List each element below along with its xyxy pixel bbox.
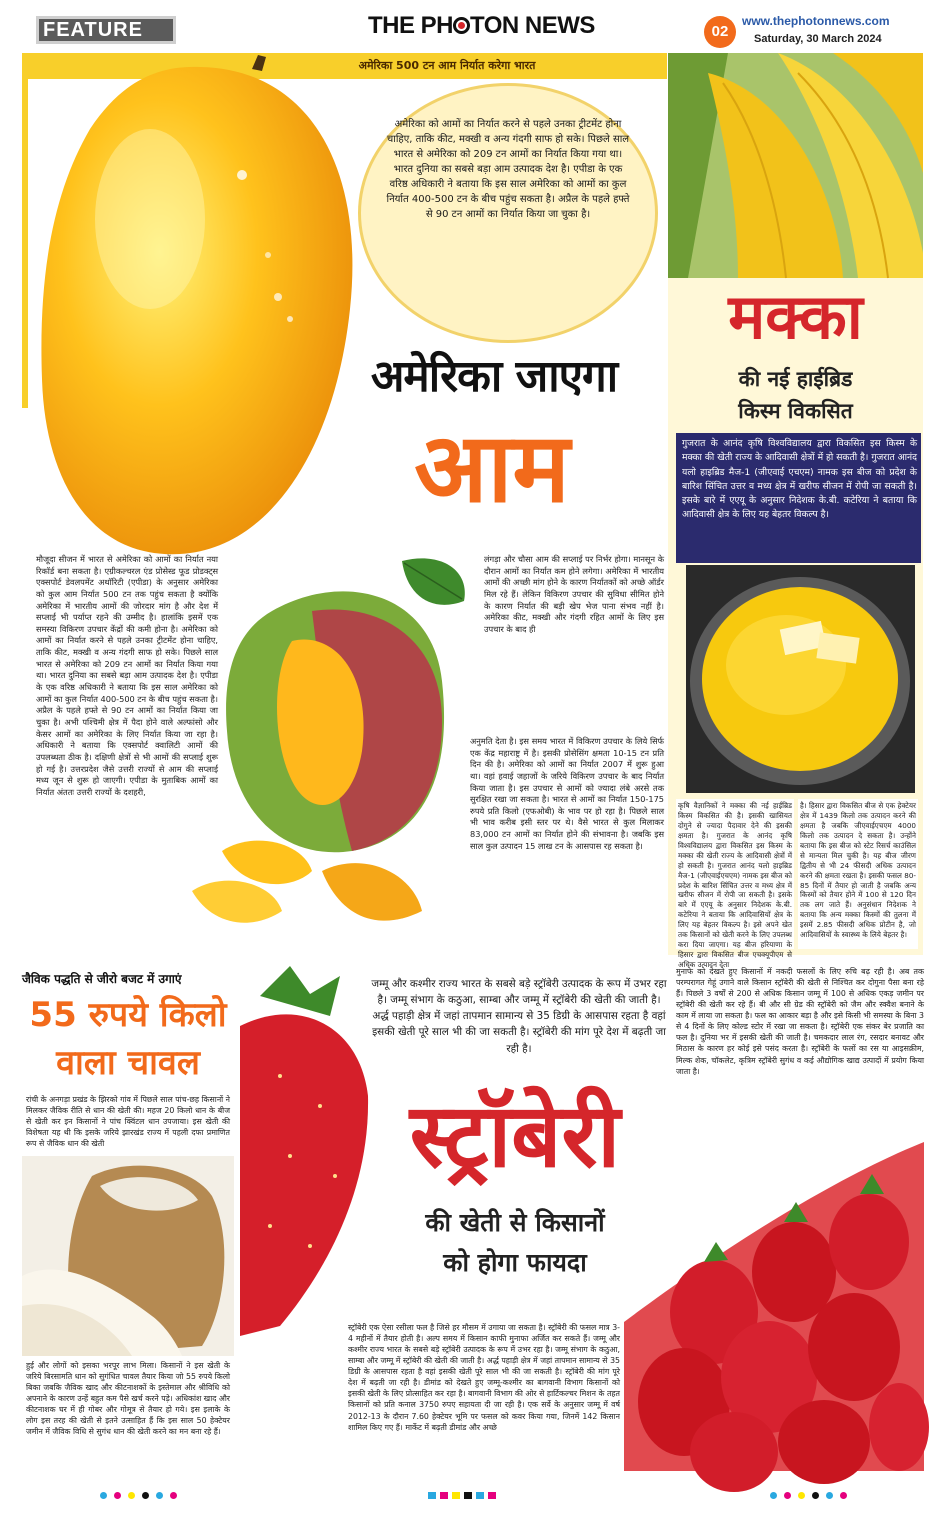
registration-bar (464, 1492, 472, 1499)
cut-mango-illustration (192, 551, 482, 951)
issue-date: Saturday, 30 March 2024 (754, 33, 882, 45)
mango-headline-2: आम (414, 412, 570, 524)
registration-bar (428, 1492, 436, 1499)
strawberry-subhead-2: को होगा फायदा (443, 1248, 587, 1277)
strawberry-right-text (676, 966, 924, 1166)
registration-dot (170, 1492, 177, 1499)
mango-column-1: मौजूदा सीजन में भारत से अमेरिका को आमों का निर्यात नया रिकॉर्ड बना सकता है। एग्रीकल्चरल एंड प्रोसेस्ड फूड प्रोडक्ट्स एक्सपोर्ट डेवलपमेंट अथॉरिटी (एपीडा) के अनुसार अमेरिका को कुल आम निर्यात 500 टन तक पहुंच सकता है क्योंकि अमेरिका में भारतीय आमों की जोरदार मांग है और देश में सप्लाई भी पर्याप्त रहने की उम्मीद है। हालांकि इसमें एक समस्या विकिरण उपचार केंद्रों की कमी होना है। अमेरिका को आमों का निर्यात करने से पहले उनका ट्रीटमेंट होना चाहिए, ताकि कीट, मक्खी व अन्य गंदगी साफ हो सके। पिछले साल भारत से अमेरिका को 209 टन आमों का निर्यात किया गया था। भारत दुनिया का सबसे बड़ा आम उत्पादक देश है। एपीडा के एक वरिष्ठ अधिकारी ने बताया कि इस साल अमेरिका को आमों का कुल निर्यात 400-500 टन के बीच पहुंच सकता है। अप्रैल के पहले हफ्ते से 90 टन आमों का निर्यात किया जा चुका है। अभी पश्चिमी क्षेत्र में पैदा होने वाले अल्फांसो और केसर आमों का अमेरिका के लिए निर्यात किया जा रहा है। अधिकारी ने बताया कि एक्सपोर्ट क्वालिटी आमों की उपलब्धता ठीक है। दक्षिणी क्षेत्रों से भी आमों की सप्लाई शुरू हो गई है। उत्तरप्रदेश जैसे उत्तरी राज्यों से आम की सप्लाई मध्य जून से शुरू हो जाएगी। एपीडा के मुताबिक आमों का निर्यात अंततः उत्तरी राज्यों के दशहरी, (36, 554, 218, 797)
registration-dot (770, 1492, 777, 1499)
registration-dot (114, 1492, 121, 1499)
maize-column-1-text: कृषि वैज्ञानिकों ने मक्का की नई हाईब्रिड किस्म विकसित की है। इसकी खासियत दोगुने से ज्यादा पैदावार देने की इसकी क्षमता है। गुजरात के आनंद कृषि विश्वविद्यालय द्वारा विकसित इस किस्म के मक्का की खेती राज्य के आदिवासी क्षेत्रों में हो सकती है। गुजरात आनंद यलो हाइब्रिड मैज-1 (जीएवाईएचएम) नामक इस बीज को प्रदेश के बारिश सिंचित उत्तर व मध्य क्षेत्र में खरीफ सीजन में रोपी जा सकती है। इसके बारे में एएयू के अनुसार निदेशक के.बी. कटेरिया ने बताया कि आदिवासियों क्षेत्र के लिए यह बेहतर विकल्प है। इसे अपने खेत तक किसानों को खेती करने के लिए उपलब्ध करा दिया जाएगा। यह बीज हरियाणा के हिसार द्वारा विकसित बीज एचक्यूपीएम से अधिक उत्पादन देता (678, 801, 792, 969)
mango-column-2-top: लंगड़ा और चौसा आम की सप्लाई पर निर्भर होगा। मानसून के दौरान आमों का निर्यात कम होने लगेगा। अमेरिका में भारतीय आमों की अच्छी मांग होने के कारण निर्यातकों को अच्छे ऑर्डर मिल रहे हैं। लेकिन विकिरण उपचार की सुविधा सीमित होने के कारण निर्यात की बड़ी खेप भेज पाना संभव नहीं है। अमेरिका कीट, मक्खी और गंदगी रहित आमों के लिए इस उपचार के बाद ही (484, 554, 664, 634)
mango-headline-1: अमेरिका जाएगा (370, 351, 618, 402)
registration-dot (156, 1492, 163, 1499)
registration-dot (784, 1492, 791, 1499)
registration-bar (452, 1492, 460, 1499)
corn-cobs-illustration (668, 53, 923, 278)
mango-callout-text: अमेरिका को आमों का निर्यात करने से पहले उनका ट्रीटमेंट होना चाहिए, ताकि कीट, मक्खी व अन्य गंदगी साफ हो सके। पिछले साल भारत से अमेरिका को 209 टन आमों का निर्यात किया गया था। भारत दुनिया का सबसे बड़ा आम उत्पादक देश है। एपीडा के एक वरिष्ठ अधिकारी ने बताया कि इस साल अमेरिका को आमों का कुल निर्यात 400-500 टन के बीच पहुंच सकता है। अप्रैल के पहले हफ्ते से 90 टन आमों का निर्यात किया जा चुका है। (386, 119, 630, 220)
strawberry-intro: जम्मू और कश्मीर राज्य भारत के सबसे बड़े स्ट्रॉबेरी उत्पादक के रूप में उभर रहा है। जम्मू संभाग के कठुआ, साम्बा और जम्मू में स्ट्रॉबेरी की खेती की जाती है। अर्द्ध पहाड़ी क्षेत्र में जहां तापमान सामान्य से 35 डिग्री के आसपास रहता है वहां इसकी खेती पूरे साल भी की जा सकती है। स्ट्रॉबेरी की मांग पूरे देश में बढ़ती जा रही है। (371, 978, 667, 1055)
mango-illustration (30, 59, 365, 564)
rice-section (22, 966, 234, 1471)
rice-top-text: रांची के अनगड़ा प्रखंड के झिरको गांव में पिछले साल पांच-छह किसानों ने मिलकर जैविक रीति से धान की खेती की। महज 20 किलो धान के बीज से खेती कर इन किसानों ने पांच क्विंटल धान उपजाया। इस खेती की विशेषता यह थी कि इसके जरिये झारखंड राज्य में पहली दफा प्रमाणित रूप से जैविक धान की खेती (26, 1095, 230, 1149)
strawberry-section (240, 966, 924, 1471)
registration-dot (812, 1492, 819, 1499)
maize-headline: मक्का (728, 280, 863, 353)
registration-dot (826, 1492, 833, 1499)
rice-bottom-text: हुई और लोगों को इसका भरपूर लाभ मिला। किसानों ने इस खेती के जरिये बिरसामति धान को सुगंधित चावल तैयार किया जो 55 रुपये किलो बिका जबकि जैविक खाद और कीटनाशकों के इस्तेमाल और श्रीविधि को अपनाने के कारण उन्हें बहुत कम पैसे खर्च करने पड़े। अधिकांश खाद और कीटनाशक घर में ही गोबर और गोमूत्र से तैयार हो गये। इस इलाके के लोग इस तरह की खेती से इतने उत्साहित हैं कि इस साल 50 हेक्टेयर जमीन में जैविक विधि से सुगंध धान की खेती करने का मन बना रहे हैं। (26, 1361, 230, 1437)
registration-dot (840, 1492, 847, 1499)
registration-dot (100, 1492, 107, 1499)
registration-bar (476, 1492, 484, 1499)
mango-left-border (22, 53, 28, 408)
rice-headline-1: 55 रुपये किलो (29, 995, 227, 1035)
mango-section (22, 53, 667, 955)
section-label: FEATURE (36, 16, 176, 44)
mango-column-2-bottom: अनुमति देता है। इस समय भारत में विकिरण उपचार के लिये सिर्फ एक केंद्र महाराष्ट्र में है। इसकी प्रोसेसिंग क्षमता 10-15 टन प्रति दिन की है। अमेरिका को आमों का निर्यात 2007 में शुरू हुआ था। वहां हवाई जहाजों के जरिये विकिरण उपचार के बाद निर्यात किया जाता है। इस उपचार से आमों को ज्यादा लंबे अरसे तक सुरक्षित रखा जा सकता है। भारत से आमों का निर्यात 150-175 रुपये प्रति किलो (एफओबी) के भाव पर हो रहा है। पिछले साल भी भाव करीब इसी स्तर पर थे। वैसे भारत से कुल मिलाकर 83,000 टन आमों का निर्यात होने की संभावना है। जबकि इस साल कुल उत्पादन 15 लाख टन के आसपास रह सकता है। (470, 736, 664, 851)
registration-bar (440, 1492, 448, 1499)
maize-section (668, 53, 923, 969)
strawberry-subhead-1: की खेती से किसानों (425, 1208, 605, 1237)
strawberry-bowl-illustration (624, 1142, 924, 1471)
rice-sack-illustration (22, 1156, 234, 1356)
logo-o-icon (453, 17, 470, 34)
maize-intro: गुजरात के आनंद कृषि विश्वविद्यालय द्वारा विकसित इस किस्म के मक्का की खेती राज्य के आदिवासी क्षेत्रों में हो सकती है। गुजरात आनंद यलो हाइब्रिड मैज-1 (जीएवाई एचएम) नामक इस बीज को प्रदेश के बारिश सिंचित उत्तर व मध्य क्षेत्र में खरीफ सीजन में रोपी जा सकती है। इसके बारे में एएयू के अनुसार निदेशक के.बी. कटेरिया ने बताया कि आदिवासी क्षेत्र के लिए यह बेहतर विकल्प है। (682, 438, 917, 521)
rice-kicker: जैविक पद्धति से जीरो बजट में उगाएं (22, 972, 182, 986)
header (0, 0, 945, 52)
registration-bar (488, 1492, 496, 1499)
maize-column-2-text: है। हिसार द्वारा विकसित बीज से एक हेक्टेयर क्षेत्र में 1439 किलो तक उत्पादन करने की क्षमता है जबकि जीएवाईएचएम 4000 किलो तक उत्पादन दे सकता है। उन्होंने बताया कि इस बीज को स्टेट रिसर्च काउंसिल से मान्यता मिल चुकी है। यह बीज जीरण द्वितीय से भी 24 फीसदी अधिक उत्पादन करने की क्षमता रखता है। इसकी फसल 80-85 दिनों में तैयार हो जाती है जबकि अन्य किस्मों को तैयार होने में 100 से 120 दिन तक लग जाते हैं। अनुसंधान निदेशक ने बताया कि अन्य मक्का किस्मों की तुलना में इसमें 2.85 फीसदी अधिक प्रोटीन है, जो आदिवासियों के स्वास्थ्य के लिये बेहतर है। (800, 801, 916, 940)
maize-subhead-1: की नई हाईब्रिड (738, 367, 853, 391)
maize-subhead-2: किस्म विकसित (738, 399, 853, 423)
mango-kicker: अमेरिका 500 टन आम निर्यात करेगा भारत (358, 59, 536, 72)
registration-dot (798, 1492, 805, 1499)
page-number: 02 (704, 16, 736, 48)
registration-dot (128, 1492, 135, 1499)
print-registration-strip (0, 1486, 945, 1506)
corn-kernels-bowl-illustration (686, 565, 915, 793)
strawberry-bottom-text: स्ट्रॉबेरी एक ऐसा रसीला फल है जिसे हर मौसम में उगाया जा सकता है। स्ट्रॉबेरी की फसल मात्र 3-4 महीनों में तैयार होती है। अल्प समय में किसान काफी मुनाफा अर्जित कर सकते हैं। जम्मू और कश्मीर राज्य भारत के सबसे बड़े स्ट्रॉबेरी उत्पादक के रूप में उभर रहा है। जम्मू संभाग के कठुआ, साम्बा और जम्मू में स्ट्रॉबेरी की खेती की जाती है। अर्द्ध पहाड़ी क्षेत्र में जहां तापमान सामान्य से 35 डिग्री के आसपास रहता है वहां इसकी खेती पूरे साल भी की जा सकती है। स्ट्रॉबेरी की मांग पूरे देश में बढ़ती जा रही है। डीमांड को देखते हुए जम्मू-कश्मीर का बागवानी विभाग किसानों को इसकी खेती के लिए प्रोत्साहित कर रहा है। बागवानी विभाग की ओर से हार्टिकल्चर मिशन के तहत किसानों को प्रति कनाल 3750 रुपए सहायता दी जा रही है। एक सर्वे के अनुसार जम्मू में वर्ष 2012-13 के दौरान 7.60 हेक्टेयर भूमि पर फसल को कवर किया गया, जिनमें 142 किसान शामिल किए गए हैं। मार्केट में बढ़ती डीमांड और अच्छे (348, 1323, 620, 1432)
masthead: THE PH TON NEWS (368, 12, 595, 39)
strawberry-headline: स्ट्रॉबेरी (409, 1084, 621, 1187)
strawberry-right-text-body: मुनाफे को देखते हुए किसानों में नकदी फसलों के लिए रुचि बढ़ रही है। अब तक परम्परागत गेहूं उगाने वाले किसान स्ट्रॉबेरी की खेती से निश्चित कर दोगुना पैसा बना रहे हैं। पिछले 3 वर्षों से 200 से अधिक किसान जम्मू में 100 से अधिक एकड़ जमीन पर स्ट्रॉबेरी की खेती कर रहे हैं। बी और सी ग्रेड की स्ट्रॉबेरी को जैम और स्क्वैश बनाने के काम में लाया जा सकता है। फल का आकार बड़ा है और इसे किसी भी समस्या के बिना 3 से 4 दिनों के लिए कोल्ड स्टोर में रखा जा सकता है। स्ट्रॉबेरी एक संकर बेर प्रजाति का फल है। दुनिया भर में इसकी खेती की जाती है। चमकदार लाल रंग, रसदार बनावट और मिठास के कारण हर कोई इसे पसंद करता है। स्ट्रॉबेरी के फलों का रस या आइसक्रीम, मिल्क शेक, चॉकलेट, कृत्रिम स्ट्रॉबेरी सुगंध व कई औद्योगिक खाद्य उत्पादों में प्रयोग किया जाता है। (676, 967, 924, 1076)
registration-dot (142, 1492, 149, 1499)
rice-headline-2: वाला चावल (56, 1043, 200, 1083)
website: www.thephotonnews.com (742, 14, 890, 28)
